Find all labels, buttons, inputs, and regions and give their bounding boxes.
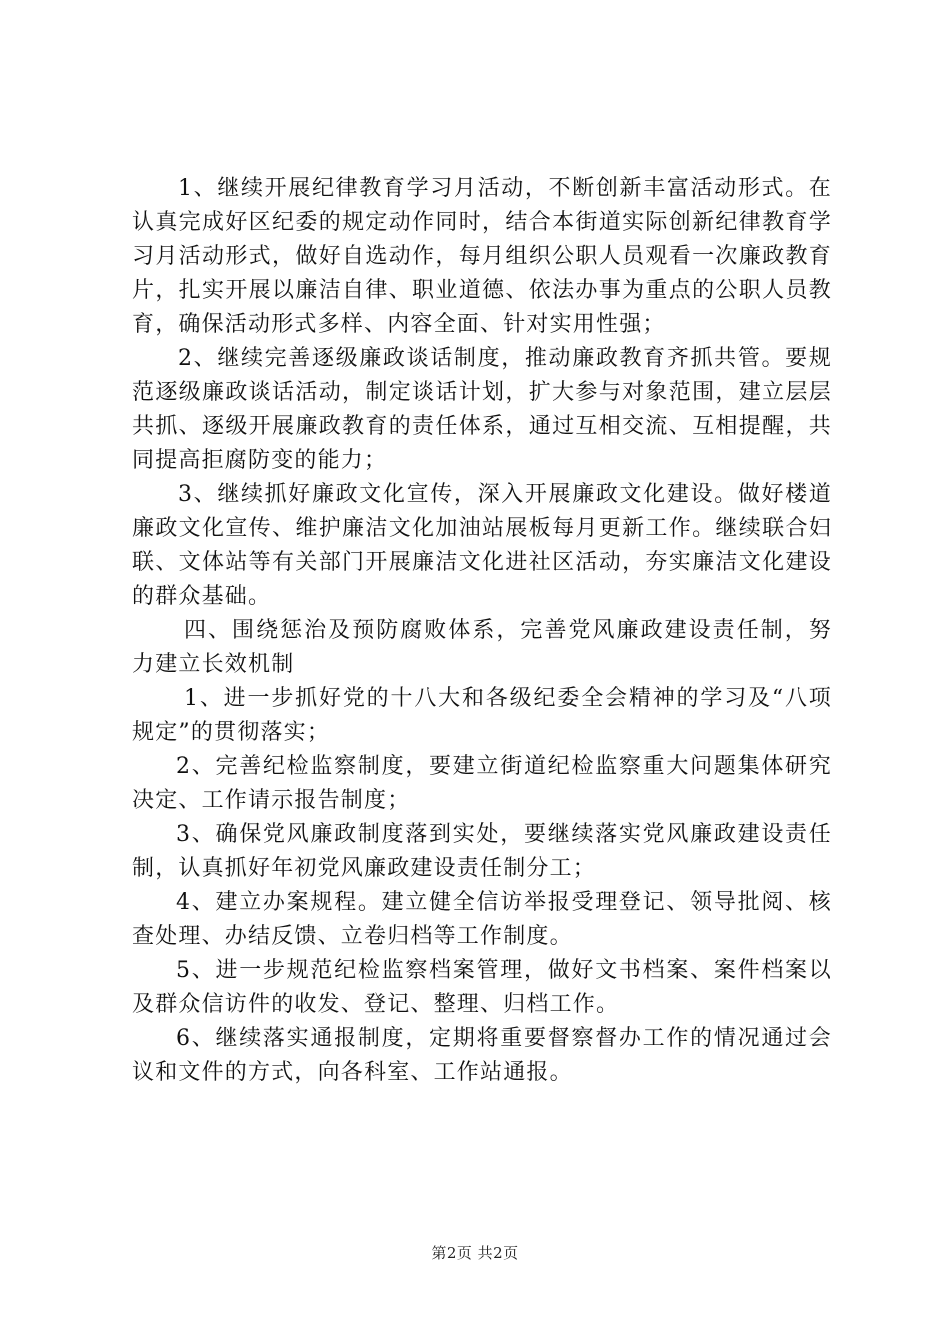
section-heading-4: 四、围绕惩治及预防腐败体系，完善党风廉政建设责任制，努力建立长效机制 [132, 618, 832, 677]
page-footer: 第2页 共2页 [431, 1244, 519, 1262]
paragraph-1: 1、继续开展纪律教育学习月活动，不断创新丰富活动形式。在认真完成好区纪委的规定动作同时，结合本街道实际创新纪律教育学习月活动形式，做好自选动作，每月组织公职人员观看一次廉政教育片，扎实开展以廉洁自律、职业道德、依法办事为重点的公职人员教育，确保活动形式多样、内容全面、针对实用性强； [132, 176, 832, 337]
paragraph-2: 2、继续完善逐级廉政谈话制度，推动廉政教育齐抓共管。要规范逐级廉政谈话活动，制定谈话计划，扩大参与对象范围，建立层层共抓、逐级开展廉政教育的责任体系，通过互相交流、互相提醒，共同提高拒腐防变的能力； [132, 346, 832, 473]
document-body [132, 172, 832, 1090]
paragraph-4-2: 2、完善纪检监察制度，要建立街道纪检监察重大问题集体研究决定、工作请示报告制度； [132, 754, 832, 813]
paragraph-4-3: 3、确保党风廉政制度落到实处，要继续落实党风廉政建设责任制，认真抓好年初党风廉政建设责任制分工； [132, 822, 832, 881]
paragraph-4-1: 1、进一步抓好党的十八大和各级纪委全会精神的学习及“八项规定”的贯彻落实； [132, 686, 832, 745]
paragraph-4-4: 4、建立办案规程。建立健全信访举报受理登记、领导批阅、核查处理、办结反馈、立卷归档等工作制度。 [132, 890, 832, 949]
paragraph-4-5: 5、进一步规范纪检监察档案管理，做好文书档案、案件档案以及群众信访件的收发、登记、整理、归档工作。 [132, 958, 832, 1017]
paragraph-3: 3、继续抓好廉政文化宣传，深入开展廉政文化建设。做好楼道廉政文化宣传、维护廉洁文化加油站展板每月更新工作。继续联合妇联、文体站等有关部门开展廉洁文化进社区活动，夯实廉洁文化建设的群众基础。 [132, 482, 832, 609]
paragraph-4-6: 6、继续落实通报制度，定期将重要督察督办工作的情况通过会议和文件的方式，向各科室、工作站通报。 [132, 1026, 832, 1085]
